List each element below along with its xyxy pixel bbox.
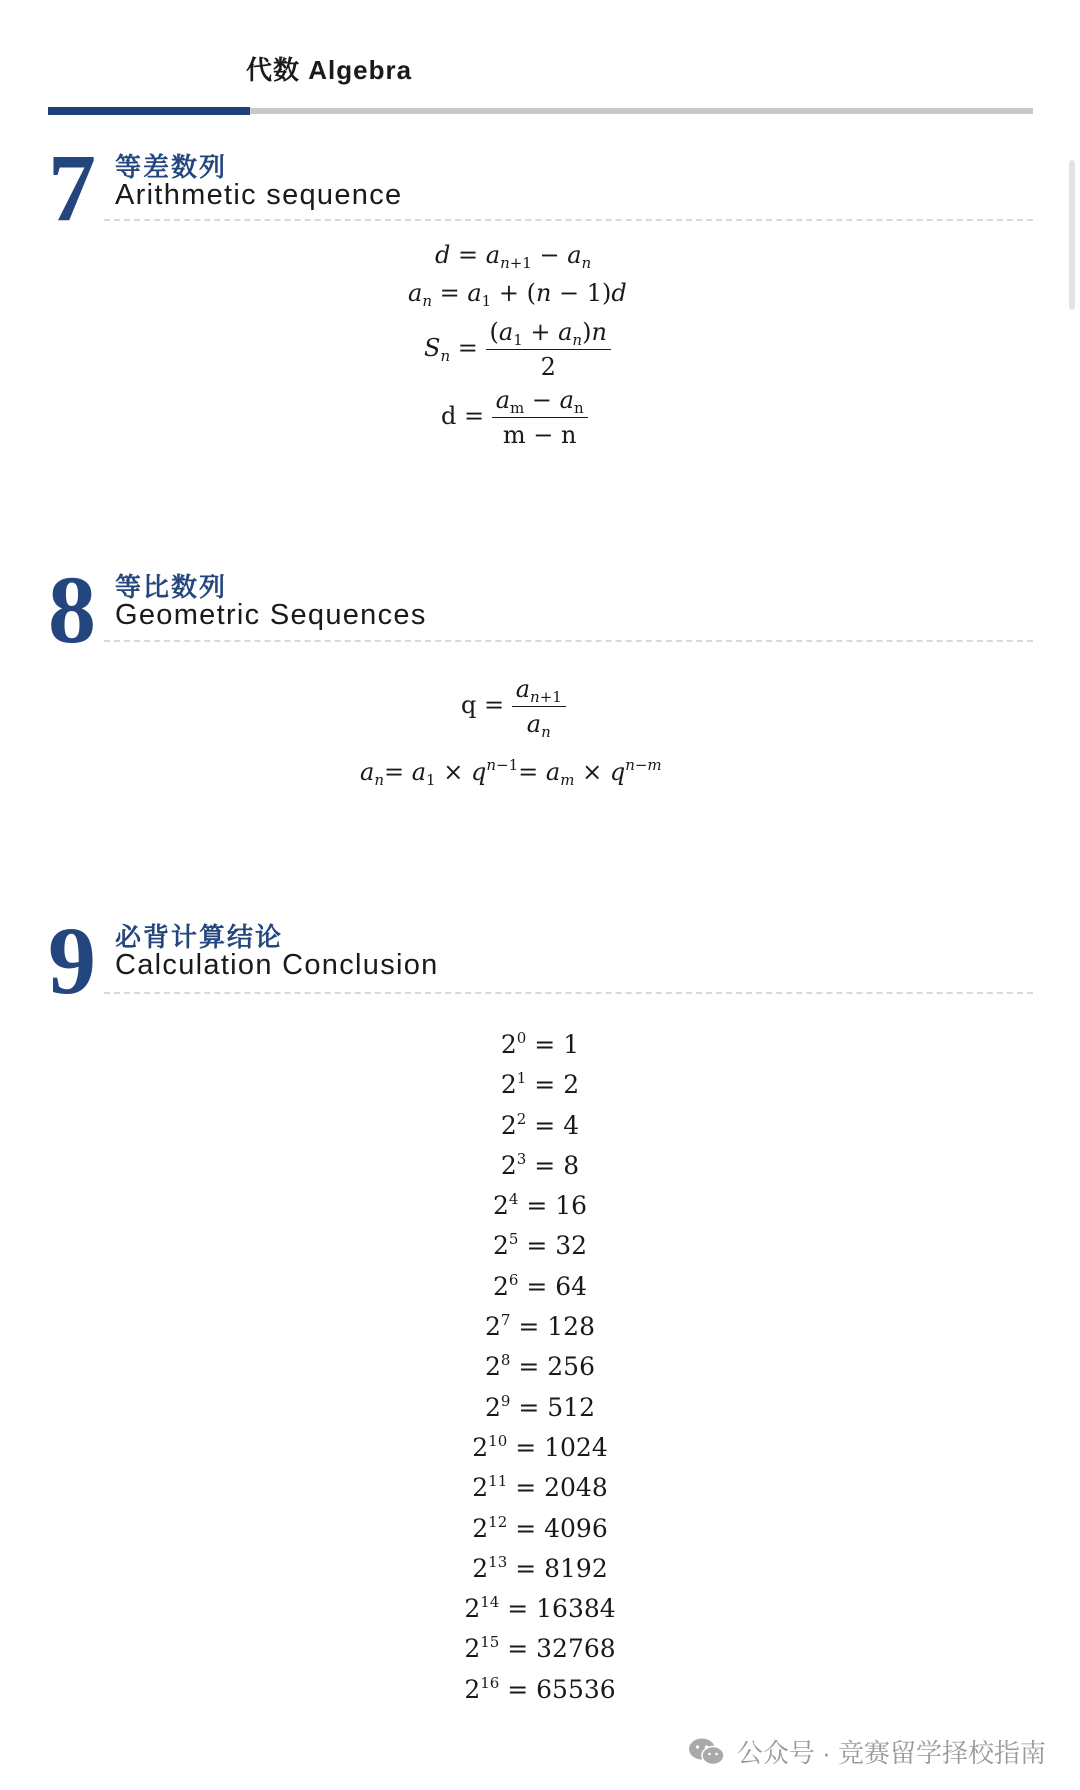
section-9-title-en: Calculation Conclusion	[115, 949, 439, 981]
section-7-divider	[104, 219, 1033, 221]
power-row: $2^2 = 4$	[500, 1109, 580, 1140]
section-8-divider	[104, 640, 1033, 642]
scrollbar[interactable]	[1069, 160, 1075, 310]
section-7-title-cn: 等差数列	[115, 152, 228, 182]
section-9-number: 9	[48, 907, 96, 1014]
formula-geo-ratio: q = $\frac{a_{n+1}}{a_n}$	[461, 675, 566, 738]
formula-arith-difference-mn: d = $\frac{a_m - a_n}{m - n}$	[441, 386, 588, 449]
section-7-number: 7	[48, 134, 96, 241]
section-9-divider	[104, 992, 1033, 994]
section-8-title-en: Geometric Sequences	[115, 599, 427, 631]
power-row: $2^4 = 16$	[492, 1190, 588, 1221]
power-row: $2^5 = 32$	[492, 1230, 588, 1261]
wechat-icon	[687, 1737, 727, 1767]
power-row: $2^{12} = 4096$	[472, 1512, 608, 1543]
power-row: $2^{13} = 8192$	[472, 1552, 608, 1583]
section-8-title-cn: 等比数列	[115, 572, 228, 602]
section-8-number: 8	[48, 556, 96, 663]
power-row: $2^{11} = 2048$	[472, 1472, 608, 1503]
power-row: $2^{10} = 1024$	[472, 1431, 608, 1462]
power-row: $2^3 = 8$	[500, 1149, 580, 1180]
formula-arith-sum: $S_n$ = $\frac{(a_1 + a_n)n}{2}$	[424, 318, 611, 381]
section-9-title-cn: 必背计算结论	[115, 922, 284, 952]
power-row: $2^9 = 512$	[484, 1391, 595, 1422]
formula-geo-nth-term: $a_n= a_1 \times q^{n-1}= a_m \times q^{n-m}$	[360, 756, 662, 789]
power-row: $2^1 = 2$	[500, 1069, 580, 1100]
footer-text: 公众号 · 竞赛留学择校指南	[736, 1738, 1046, 1768]
power-row: $2^{15} = 32768$	[464, 1633, 616, 1664]
power-row: $2^8 = 256$	[484, 1351, 595, 1382]
power-row: $2^6 = 64$	[492, 1270, 588, 1301]
header-divider-accent	[48, 107, 250, 115]
formula-arith-nth-term: $a_n = a_1 + (n - 1)d$	[408, 279, 627, 310]
formula-arith-difference: $d = a_{n+1} - a_n$	[435, 241, 592, 272]
page-title: 代数 Algebra	[246, 55, 413, 85]
powers-of-two-list	[0, 1025, 1080, 1710]
power-row: $2^{16} = 65536$	[464, 1673, 616, 1704]
footer-watermark	[687, 1733, 1046, 1770]
section-7-title-en: Arithmetic sequence	[115, 179, 403, 211]
power-row: $2^{14} = 16384$	[464, 1593, 616, 1624]
power-row: $2^0 = 1$	[500, 1029, 580, 1059]
power-row: $2^7 = 128$	[484, 1311, 595, 1342]
